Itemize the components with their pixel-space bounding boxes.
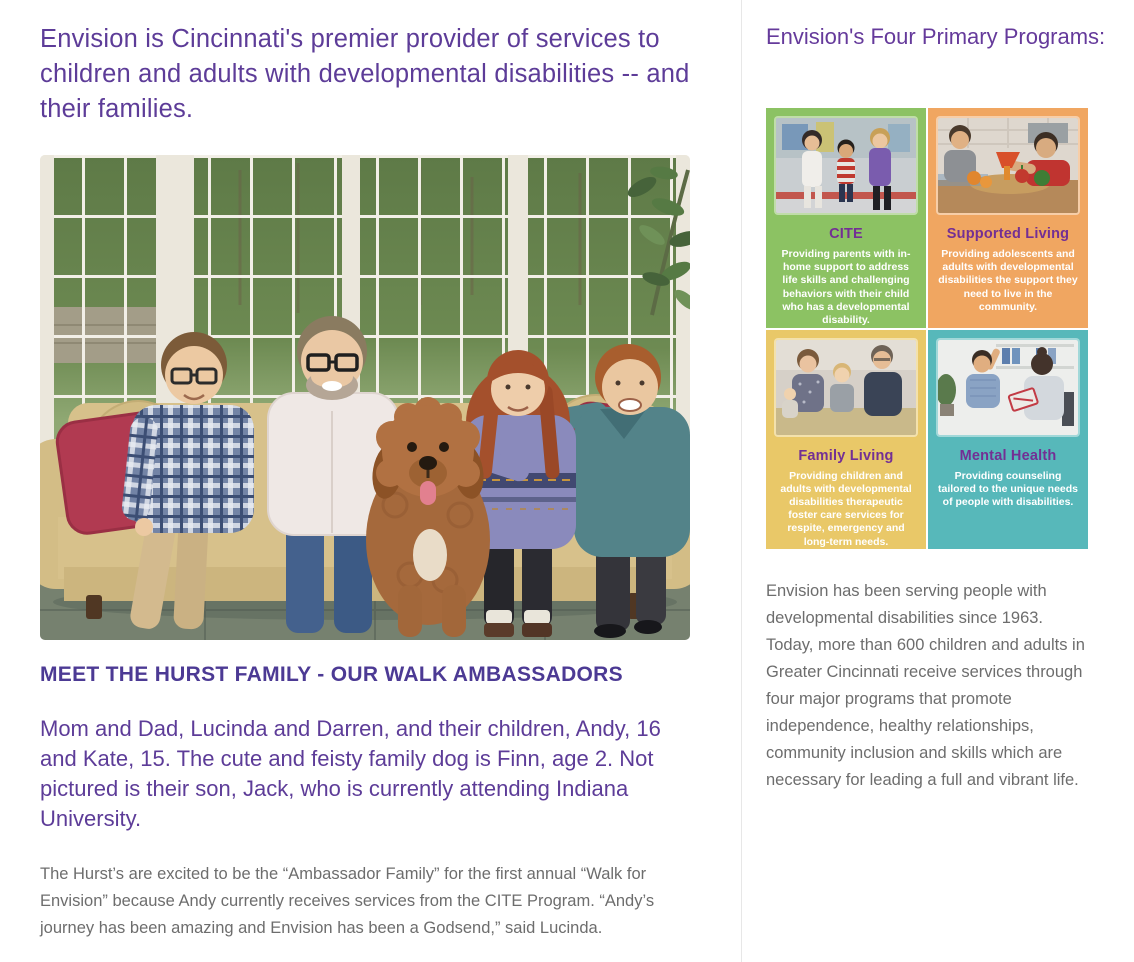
program-description-family-living: Providing children and adults with developmental disabilities therapeutic foster care services for respite, emergency and long-term needs.	[780, 469, 912, 548]
sidebar-heading: Envision's Four Primary Programs:	[766, 24, 1106, 49]
programs-graphic	[766, 108, 1088, 549]
column-divider	[741, 0, 742, 962]
family-body-text: The Hurst’s are excited to be the “Ambassador Family” for the first annual “Walk for Envision” because Andy currently receives services from the CITE Program. “Andy’s journey has been amazing and Envision has been a Godsend,” said Lucinda.	[40, 865, 655, 937]
program-description-cite: Providing parents with in-home support to address life skills and challenging behaviors with their child who has a developmental disability.	[781, 248, 911, 327]
cite-photo	[776, 118, 916, 213]
section-heading: MEET THE HURST FAMILY - OUR WALK AMBASSADORS	[40, 663, 623, 686]
program-card-cite	[766, 108, 926, 328]
program-title-supported-living: Supported Living	[946, 226, 1070, 242]
page-title: Envision is Cincinnati's premier provider of services to children and adults with developmental disabilities -- and their families.	[40, 25, 690, 123]
program-card-mental-health	[928, 330, 1088, 550]
program-description-mental-health: Providing counseling tailored to the unique needs of people with disabilities.	[937, 469, 1078, 508]
program-description-supported-living: Providing adolescents and adults with developmental disabilities the support they need to live in the community.	[938, 248, 1078, 313]
family-intro-text: Mom and Dad, Lucinda and Darren, and their children, Andy, 16 and Kate, 15. The cute and feisty family dog is Finn, age 2. Not pictured is their son, Jack, who is currently attending Indiana University.	[40, 716, 661, 831]
mental-health-photo	[938, 340, 1078, 435]
family-photo	[40, 155, 690, 640]
program-card-family-living	[766, 330, 926, 550]
program-title-cite: CITE	[829, 226, 863, 242]
program-card-supported-living	[928, 108, 1088, 328]
supported-living-photo	[938, 118, 1078, 213]
sidebar-paragraph: Envision has been serving people with developmental disabilities since 1963. Today, more than 600 children and adults in Greater Cincinnati receive services through four major programs that promote independence, healthy relationships, community inclusion and skills which are necessary for leading a full and vibrant life.	[766, 582, 1085, 789]
program-title-family-living: Family Living	[798, 447, 894, 464]
program-title-mental-health: Mental Health	[959, 447, 1057, 464]
family-living-photo	[776, 340, 916, 435]
family-photo-image	[40, 155, 690, 640]
